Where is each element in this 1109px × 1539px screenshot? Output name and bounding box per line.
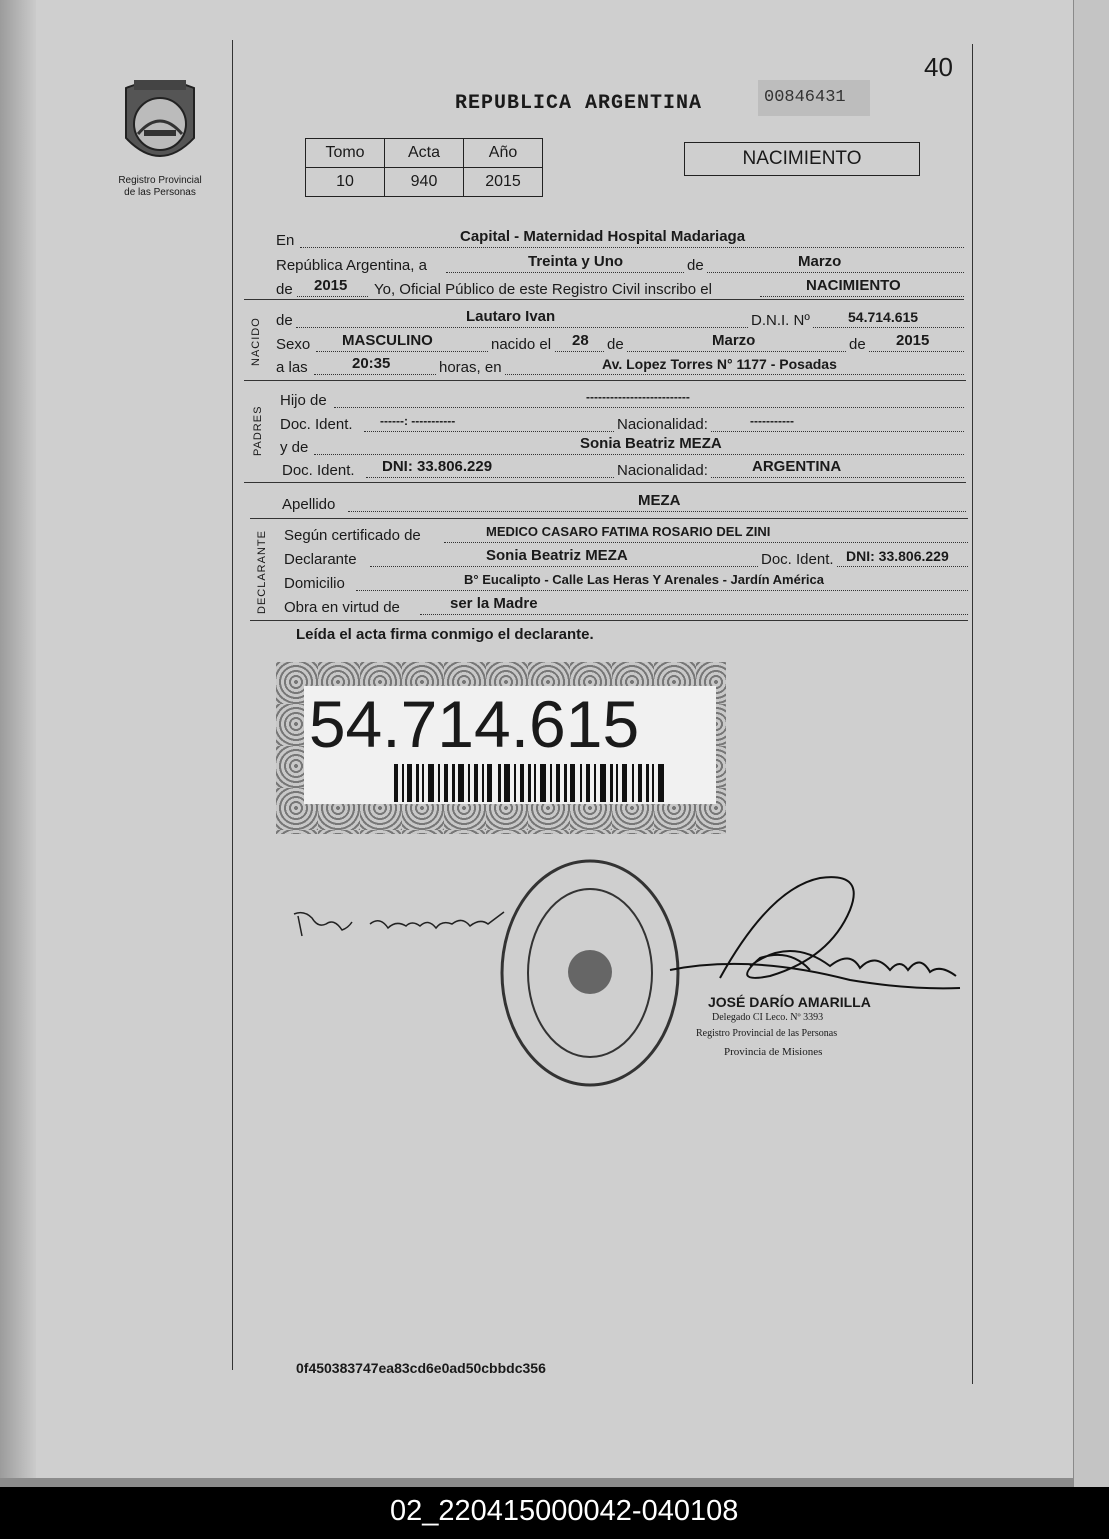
record-type-box: NACIMIENTO	[684, 142, 920, 176]
reason-value: ser la Madre	[450, 595, 538, 612]
birth-year: 2015	[896, 332, 930, 349]
child-dni-label: D.N.I. Nº	[748, 310, 813, 332]
birth-month: Marzo	[712, 332, 756, 349]
declarant-doc-label: Doc. Ident.	[758, 549, 837, 571]
divider-padres-top	[244, 380, 966, 381]
nacido-section-label: NACIDO	[250, 317, 262, 366]
certificate-row	[284, 525, 968, 547]
year-text: Yo, Oficial Público de este Registro Civil inscribo el	[374, 279, 715, 301]
declarante-section-label: DECLARANTE	[256, 530, 268, 614]
mother-nationality: ARGENTINA	[752, 458, 842, 475]
father-doc: ------: -----------	[380, 414, 456, 428]
father-name: --------------------------	[586, 390, 690, 404]
book-reference-table	[305, 138, 543, 197]
next-page-edge	[1073, 0, 1109, 1490]
divider-apellido-top	[244, 482, 966, 483]
divider-nacido-top	[244, 299, 964, 300]
footer-bar	[0, 1487, 1109, 1539]
left-margin-line	[232, 40, 233, 1370]
and-label: y de	[280, 437, 311, 459]
divider-declarante-top	[250, 518, 968, 519]
certificate-label: Según certificado de	[284, 525, 424, 547]
address-label: Domicilio	[284, 573, 348, 595]
provincial-seal-icon	[120, 78, 200, 170]
son-of-label: Hijo de	[280, 390, 330, 412]
place-row	[276, 230, 964, 252]
registry-caption	[96, 175, 224, 199]
dni-sticker	[276, 662, 726, 834]
mother-doc-row	[282, 460, 964, 482]
father-nationality: -----------	[750, 414, 794, 428]
caption-line-1: Registro Provincial	[118, 175, 202, 186]
right-margin-line	[972, 44, 973, 1384]
born-label: nacido el	[488, 334, 554, 356]
dni-sticker-inner	[304, 686, 716, 804]
footer-id: 02_220415000042-040108	[390, 1495, 739, 1527]
tomo-value: 10	[306, 168, 385, 197]
certificate-value: MEDICO CASARO FATIMA ROSARIO DEL ZINI	[486, 524, 771, 539]
officer-province: Provincia de Misiones	[724, 1046, 823, 1058]
birth-time: 20:35	[352, 355, 391, 372]
declarant-signature	[294, 912, 504, 936]
date-row	[276, 255, 964, 277]
date-de-label: de	[684, 255, 707, 277]
surname-value: MEZA	[638, 492, 681, 509]
divider-declarante-bottom	[250, 620, 968, 621]
date-month: Marzo	[798, 253, 842, 270]
dni-sticker-number: 54.714.615	[308, 687, 640, 761]
father-row	[280, 390, 964, 412]
time-label: a las	[276, 357, 311, 379]
birth-address: Av. Lopez Torres N° 1177 - Posadas	[602, 356, 837, 372]
acta-value: 940	[385, 168, 464, 197]
document-hash: 0f450383747ea83cd6e0ad50cbbdc356	[296, 1360, 546, 1376]
birth-de-1: de	[604, 334, 627, 356]
place-value: Capital - Maternidad Hospital Madariaga	[460, 228, 746, 245]
anio-header: Año	[464, 139, 543, 168]
signature-area	[290, 858, 970, 1098]
document-title: REPUBLICA ARGENTINA	[455, 92, 703, 115]
year-row	[276, 279, 964, 301]
official-stamp	[502, 861, 678, 1085]
page-shadow	[0, 0, 36, 1478]
closing-statement: Leída el acta firma conmigo el declarante.	[296, 626, 594, 643]
event-type-value: NACIMIENTO	[806, 277, 901, 294]
child-dni: 54.714.615	[848, 309, 919, 325]
officer-office: Registro Provincial de las Personas	[696, 1028, 838, 1039]
officer-title: Delegado CI Leco. Nº 3393	[712, 1012, 824, 1023]
sex-label: Sexo	[276, 334, 313, 356]
child-name: Lautaro Ivan	[466, 308, 556, 325]
reason-row	[284, 597, 968, 619]
barcode-icon	[394, 764, 666, 802]
address-value: B° Eucalipto - Calle Las Heras Y Arenales - Jardín América	[464, 572, 824, 587]
birth-de-2: de	[846, 334, 869, 356]
hours-label: horas, en	[436, 357, 505, 379]
tomo-header: Tomo	[306, 139, 385, 168]
caption-line-2: de las Personas	[124, 187, 196, 198]
anio-value: 2015	[464, 168, 543, 197]
declarant-label: Declarante	[284, 549, 360, 571]
declarant-row	[284, 549, 968, 571]
child-name-row	[276, 310, 964, 332]
address-row	[284, 573, 968, 595]
surname-row	[282, 494, 966, 516]
serial-number: 00846431	[758, 80, 870, 116]
padres-section-label: PADRES	[252, 405, 264, 456]
declarant-doc: DNI: 33.806.229	[846, 548, 949, 564]
page-number: 40	[924, 52, 953, 82]
acta-header: Acta	[385, 139, 464, 168]
year-de-label: de	[276, 279, 296, 301]
declarant-name: Sonia Beatriz MEZA	[486, 547, 628, 564]
mother-nationality-label: Nacionalidad:	[614, 460, 711, 482]
father-nationality-label: Nacionalidad:	[614, 414, 711, 436]
surname-label: Apellido	[282, 494, 338, 516]
year-value: 2015	[314, 277, 348, 294]
officer-name: JOSÉ DARÍO AMARILLA	[708, 994, 871, 1010]
child-name-label: de	[276, 310, 296, 332]
mother-doc-label: Doc. Ident.	[282, 460, 358, 482]
father-doc-label: Doc. Ident.	[280, 414, 356, 436]
date-day: Treinta y Uno	[528, 253, 624, 270]
birth-day: 28	[572, 332, 589, 349]
mother-doc: DNI: 33.806.229	[382, 458, 493, 475]
officer-signature	[670, 877, 960, 988]
date-label: República Argentina, a	[276, 255, 430, 277]
reason-label: Obra en virtud de	[284, 597, 403, 619]
place-label: En	[276, 230, 297, 252]
time-place-row	[276, 357, 964, 379]
sex-value: MASCULINO	[342, 332, 433, 349]
mother-name: Sonia Beatriz MEZA	[580, 435, 722, 452]
